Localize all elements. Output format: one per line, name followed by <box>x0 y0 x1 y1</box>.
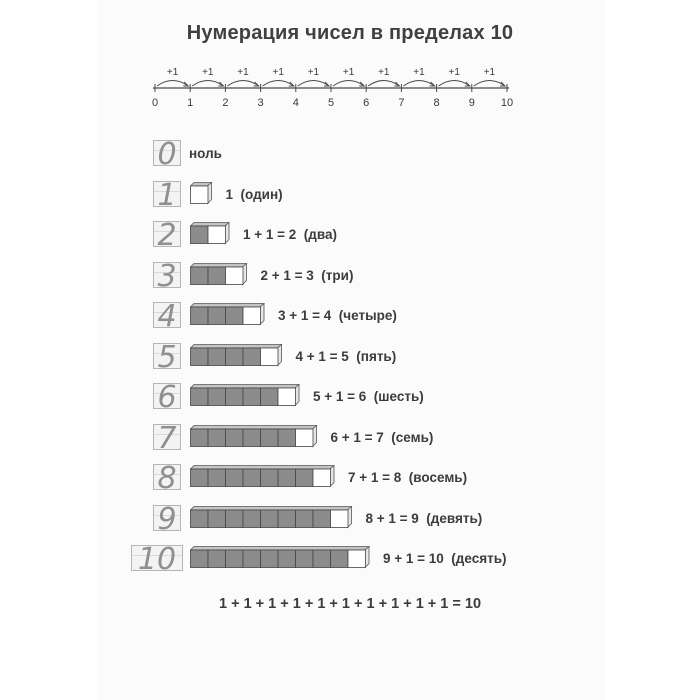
cube <box>208 307 226 325</box>
cube-bar-top <box>191 425 317 429</box>
cube <box>226 550 244 568</box>
cube-bar-top <box>191 385 300 389</box>
cube <box>261 550 279 568</box>
row-equation: 7 + 1 = 8 (восемь) <box>348 470 468 485</box>
digit-label: 2 <box>157 218 177 253</box>
cube-bar-top <box>191 263 247 267</box>
number-line-arrowhead <box>430 82 435 86</box>
cube <box>208 348 226 366</box>
cube-bar <box>190 425 319 449</box>
cube-new <box>191 186 209 204</box>
number-line-arc <box>403 81 434 87</box>
number-line-arc <box>368 81 399 87</box>
cube-bar-top <box>191 304 265 308</box>
cube <box>243 429 261 447</box>
number-line-step-label: +1 <box>307 67 320 78</box>
digit-box <box>153 380 181 415</box>
cube <box>226 510 244 528</box>
digit-box <box>153 137 181 172</box>
number-line <box>140 64 520 114</box>
cube-new <box>261 348 279 366</box>
cube <box>191 469 209 487</box>
cube <box>243 510 261 528</box>
cube <box>261 388 279 406</box>
cube <box>296 510 314 528</box>
cube <box>191 388 209 406</box>
number-line-tick-label: 8 <box>433 97 440 109</box>
cube-new <box>226 267 244 285</box>
cube <box>261 510 279 528</box>
number-line-tick-label: 5 <box>327 97 335 109</box>
row-equation: 6 + 1 = 7 (семь) <box>330 429 434 445</box>
cube <box>331 550 349 568</box>
digit-box <box>153 218 181 253</box>
bottom-equation: 1 + 1 + 1 + 1 + 1 + 1 + 1 + 1 + 1 + 1 = 10 <box>218 596 482 612</box>
row-equation: 1 + 1 = 2 (два) <box>243 227 337 242</box>
number-line-arc <box>157 81 188 87</box>
number-line-tick-label: 4 <box>292 97 299 109</box>
digit-box <box>153 258 181 294</box>
cube-bar <box>190 465 336 489</box>
cube-bar <box>190 506 354 530</box>
number-line-step-label: +1 <box>272 67 284 78</box>
digit-box <box>153 339 181 375</box>
number-line-tick-label: 0 <box>151 97 159 109</box>
cube-new <box>348 550 366 568</box>
cube <box>226 348 244 366</box>
digit-box <box>153 299 181 334</box>
digit-label: 7 <box>157 420 177 456</box>
number-line-tick-label: 2 <box>222 97 229 109</box>
cube <box>278 510 296 528</box>
cube <box>243 469 261 487</box>
row-equation: 2 + 1 = 3 (три) <box>260 267 354 283</box>
number-line-step-label: +1 <box>342 67 355 78</box>
number-line-arrowhead <box>289 82 294 86</box>
number-line-tick-label: 3 <box>257 97 264 109</box>
cube <box>208 267 226 285</box>
number-line-arrowhead <box>465 82 470 86</box>
cube <box>226 388 244 406</box>
number-line-arc <box>333 81 364 87</box>
cube <box>208 429 226 447</box>
cube <box>226 307 244 325</box>
cube <box>296 469 314 487</box>
number-line-step-label: +1 <box>483 67 496 78</box>
cube <box>208 469 226 487</box>
cube-new <box>313 469 331 487</box>
cube <box>191 550 209 568</box>
digit-box <box>153 420 181 456</box>
row-equation: 5 + 1 = 6 (шесть) <box>313 389 424 404</box>
digit-label: 9 <box>157 501 177 537</box>
cube-new <box>243 307 261 325</box>
number-line-arc <box>439 81 470 87</box>
cube-bar-top <box>191 466 335 470</box>
digit-box <box>153 501 181 537</box>
cube-bar-top <box>191 547 370 551</box>
number-line-step-label: +1 <box>166 67 179 78</box>
cube <box>208 550 226 568</box>
digit-label: 8 <box>157 461 177 496</box>
number-line-step-label: +1 <box>413 67 425 78</box>
cube-new <box>296 429 314 447</box>
digit-label: 10 <box>137 542 177 577</box>
cube <box>243 550 261 568</box>
cube <box>278 469 296 487</box>
cube <box>191 226 209 244</box>
cube <box>278 550 296 568</box>
number-line-arrowhead <box>359 82 364 86</box>
cube <box>191 348 209 366</box>
cube <box>208 510 226 528</box>
cube-bar <box>190 182 214 206</box>
cube-new <box>278 388 296 406</box>
cube-bar <box>190 546 371 570</box>
cube <box>191 429 209 447</box>
row-equation: 8 + 1 = 9 (девять) <box>365 510 483 526</box>
number-line-arrowhead <box>324 82 329 86</box>
number-line-tick-label: 9 <box>468 97 475 109</box>
number-line-step-label: +1 <box>202 67 214 78</box>
cube <box>261 429 279 447</box>
number-line-tick-label: 7 <box>398 97 405 109</box>
cube <box>208 388 226 406</box>
digit-box <box>131 542 183 577</box>
digit-label: 3 <box>157 258 177 294</box>
cube <box>313 550 331 568</box>
row-equation: ноль <box>189 146 222 161</box>
number-line-arc <box>227 81 258 87</box>
row-equation: 1 (один) <box>225 186 283 202</box>
number-line-arrowhead <box>394 82 399 86</box>
row-equation: 4 + 1 = 5 (пять) <box>295 348 397 364</box>
number-line-arrowhead <box>500 82 505 86</box>
page-title: Нумерация чисел в пределах 10 <box>186 22 514 44</box>
cube <box>191 510 209 528</box>
number-line-arc <box>474 81 505 87</box>
cube <box>226 469 244 487</box>
number-line-arc <box>263 81 294 87</box>
number-line-tick-label: 10 <box>500 97 514 109</box>
digit-label: 5 <box>157 339 177 375</box>
cube <box>296 550 314 568</box>
cube <box>313 510 331 528</box>
number-line-arrowhead <box>254 82 259 86</box>
cube <box>278 429 296 447</box>
cube <box>191 307 209 325</box>
number-line-arrowhead <box>218 82 223 86</box>
digit-box <box>153 177 181 213</box>
number-line-arrowhead <box>183 82 188 86</box>
cube-bar-top <box>191 223 230 227</box>
number-line-tick-label: 6 <box>363 97 370 109</box>
number-line-arc <box>192 81 223 87</box>
number-line-step-label: +1 <box>448 67 460 78</box>
cube-bar <box>190 344 284 368</box>
cube-bar <box>190 303 266 327</box>
cube-bar-top <box>191 506 352 510</box>
cube <box>191 267 209 285</box>
cube <box>261 469 279 487</box>
digit-label: 1 <box>157 177 177 213</box>
cube-new <box>208 226 226 244</box>
cube <box>226 429 244 447</box>
digit-label: 0 <box>157 137 177 172</box>
cube-bar-top <box>191 344 282 348</box>
cube-bar <box>190 263 249 287</box>
cube-bar <box>190 222 231 246</box>
number-line-arc <box>298 81 329 87</box>
cube <box>243 388 261 406</box>
digit-label: 4 <box>157 299 177 334</box>
cube <box>243 348 261 366</box>
row-equation: 3 + 1 = 4 (четыре) <box>278 308 397 323</box>
row-equation: 9 + 1 = 10 (десять) <box>383 551 507 566</box>
cube-bar <box>190 384 301 408</box>
digit-label: 6 <box>157 380 177 415</box>
number-line-tick-label: 1 <box>187 97 194 109</box>
cube-new <box>331 510 349 528</box>
number-line-step-label: +1 <box>378 67 390 78</box>
digit-box <box>153 461 181 496</box>
number-line-step-label: +1 <box>237 67 249 78</box>
